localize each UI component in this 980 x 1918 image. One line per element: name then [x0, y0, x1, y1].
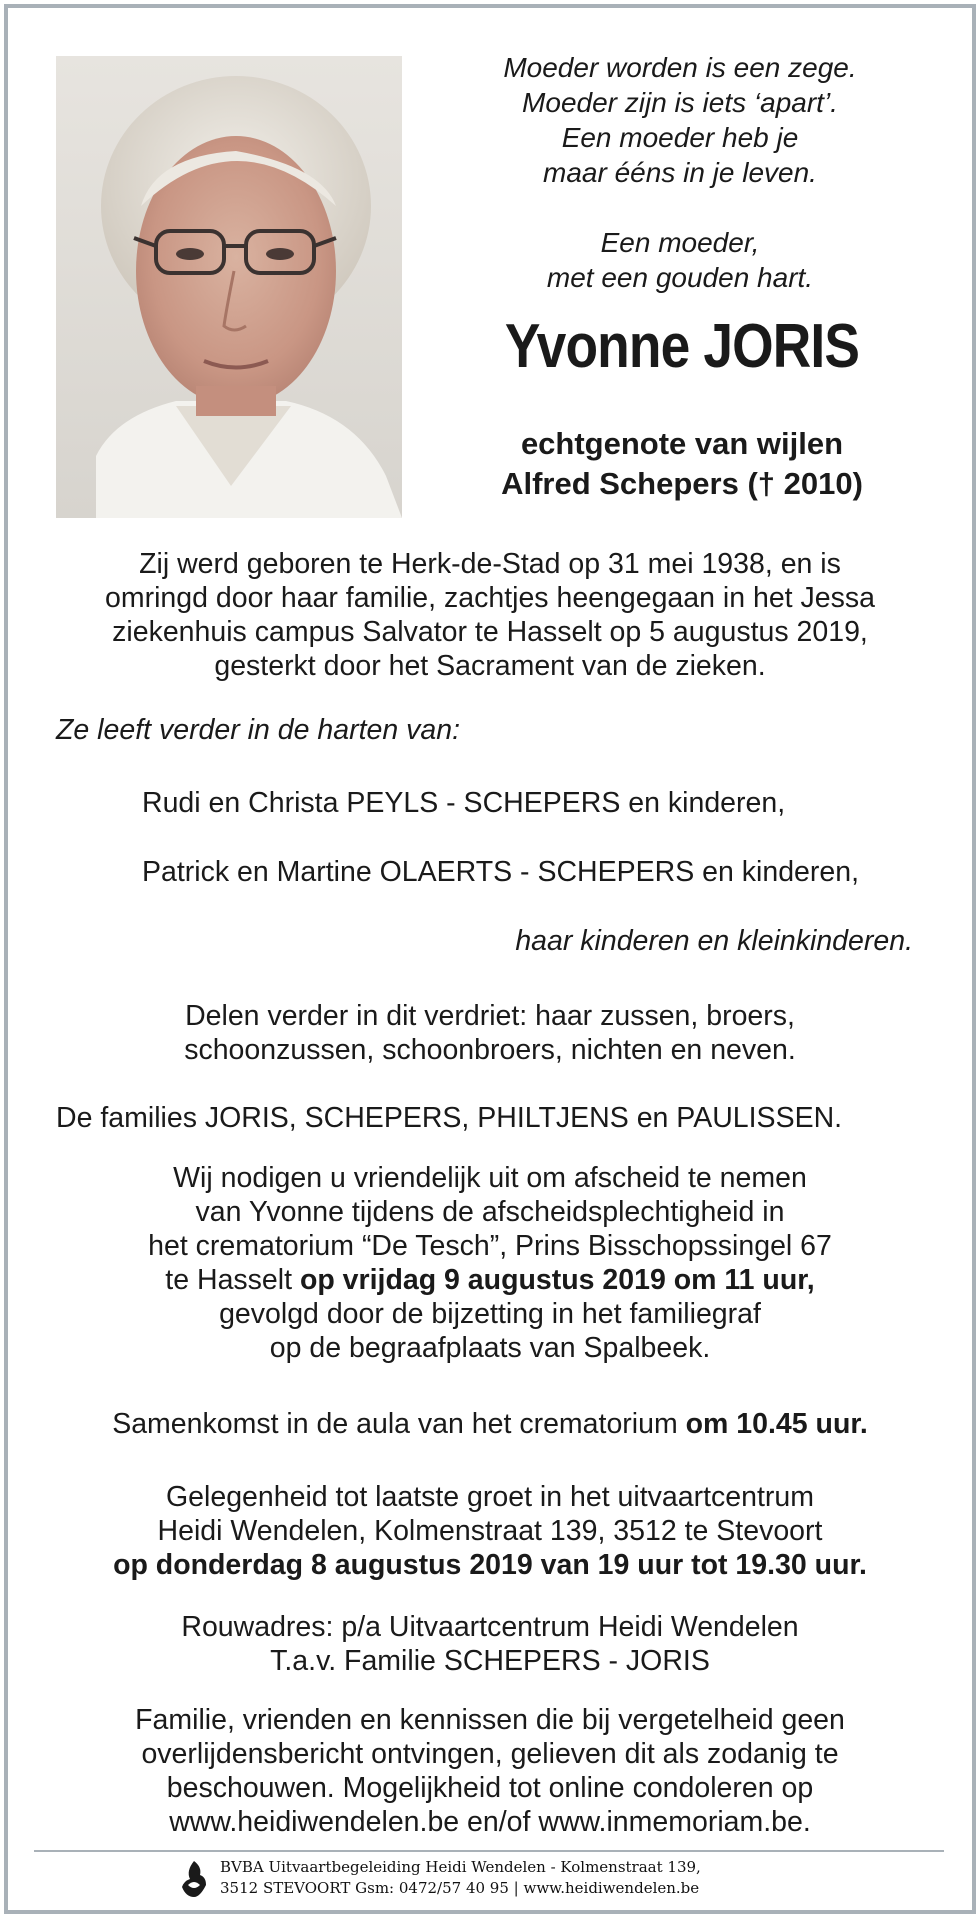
text-line: schoonzussen, schoonbroers, nichten en neven.: [184, 1034, 796, 1066]
text-line: Rouwadres: p/a Uitvaartcentrum Heidi Wendelen: [181, 1611, 799, 1643]
sorrow-paragraph: [40, 999, 940, 1067]
text-line: Gelegenheid tot laatste groet in het uitvaartcentrum: [166, 1481, 814, 1513]
footer-line: BVBA Uitvaartbegeleiding Heidi Wendelen - Kolmenstraat 139,: [220, 1858, 701, 1876]
poem-line: Moeder worden is een zege.: [503, 52, 857, 83]
text-line: www.heidiwendelen.be en/of www.inmemoriam.be.: [169, 1806, 811, 1838]
poem-line: Moeder zijn is iets ‘apart’.: [522, 87, 838, 118]
portrait-photo: [56, 56, 402, 518]
spouse-line: echtgenote van wijlen: [520, 426, 844, 461]
deceased-name: Yvonne JORIS: [504, 312, 860, 381]
lives-on-heading: Ze leeft verder in de harten van:: [56, 714, 460, 746]
family-line-2: Patrick en Martine OLAERTS - SCHEPERS en kinderen,: [142, 856, 860, 888]
poem-line: Een moeder,: [600, 227, 760, 258]
gathering-line: [40, 1407, 940, 1441]
poem: [440, 50, 920, 295]
text-line: op de begraafplaats van Spalbeek.: [269, 1332, 711, 1364]
ceremony-date: op vrijdag 9 augustus 2019 om 11 uur,: [299, 1264, 815, 1296]
gathering-time: om 10.45 uur.: [685, 1408, 868, 1440]
text-span: te Hasselt: [165, 1264, 300, 1296]
text-line: ziekenhuis campus Salvator te Hasselt op 5 augustus 2019,: [112, 616, 868, 648]
text-line: Delen verder in dit verdriet: haar zussen, broers,: [185, 1000, 795, 1032]
poem-line: Een moeder heb je: [561, 122, 799, 153]
ceremony-paragraph: [40, 1161, 940, 1365]
text-line: beschouwen. Mogelijkheid tot online condoleren op: [166, 1772, 814, 1804]
families-line: De families JORIS, SCHEPERS, PHILTJENS en PAULISSEN.: [56, 1102, 843, 1134]
text-line: gesterkt door het Sacrament van de zieken.: [214, 650, 766, 682]
text-line: gevolgd door de bijzetting in het familiegraf: [219, 1298, 761, 1330]
text-line: Zij werd geboren te Herk-de-Stad op 31 mei 1938, en is: [139, 548, 841, 580]
closing-paragraph: [40, 1703, 940, 1839]
footer-text: [220, 1857, 701, 1899]
birth-death-paragraph: [40, 547, 940, 683]
poem-line: maar ééns in je leven.: [543, 157, 817, 188]
text-line: Familie, vrienden en kennissen die bij vergetelheid geen: [135, 1704, 845, 1736]
spouse-info: [440, 424, 924, 504]
portrait-image: [56, 56, 402, 518]
family-line-3: haar kinderen en kleinkinderen.: [515, 925, 913, 957]
address-paragraph: [40, 1610, 940, 1678]
poem-line: met een gouden hart.: [546, 262, 814, 293]
text-line: omringd door haar familie, zachtjes heengegaan in het Jessa: [105, 582, 875, 614]
text-line: [40, 1263, 940, 1297]
text-line: T.a.v. Familie SCHEPERS - JORIS: [270, 1645, 710, 1677]
text-line: het crematorium “De Tesch”, Prins Bisschopssingel 67: [148, 1230, 832, 1262]
text-line: Wij nodigen u vriendelijk uit om afscheid te nemen: [173, 1162, 807, 1194]
family-line-1: Rudi en Christa PEYLS - SCHEPERS en kinderen,: [142, 787, 786, 819]
footer: [180, 1857, 800, 1905]
footer-line: 3512 STEVOORT Gsm: 0472/57 40 95 | www.heidiwendelen.be: [220, 1879, 700, 1897]
spouse-line: Alfred Schepers († 2010): [501, 466, 863, 501]
farewell-paragraph: [40, 1480, 940, 1582]
text-span: Samenkomst in de aula van het crematorium: [112, 1408, 686, 1440]
dove-logo-icon: [180, 1859, 208, 1899]
text-line: van Yvonne tijdens de afscheidsplechtigheid in: [195, 1196, 785, 1228]
farewell-date: op donderdag 8 augustus 2019 van 19 uur tot 19.30 uur.: [113, 1549, 867, 1581]
text-line: overlijdensbericht ontvingen, gelieven dit als zodanig te: [141, 1738, 839, 1770]
footer-divider: [34, 1850, 944, 1852]
text-line: Heidi Wendelen, Kolmenstraat 139, 3512 te Stevoort: [157, 1515, 823, 1547]
